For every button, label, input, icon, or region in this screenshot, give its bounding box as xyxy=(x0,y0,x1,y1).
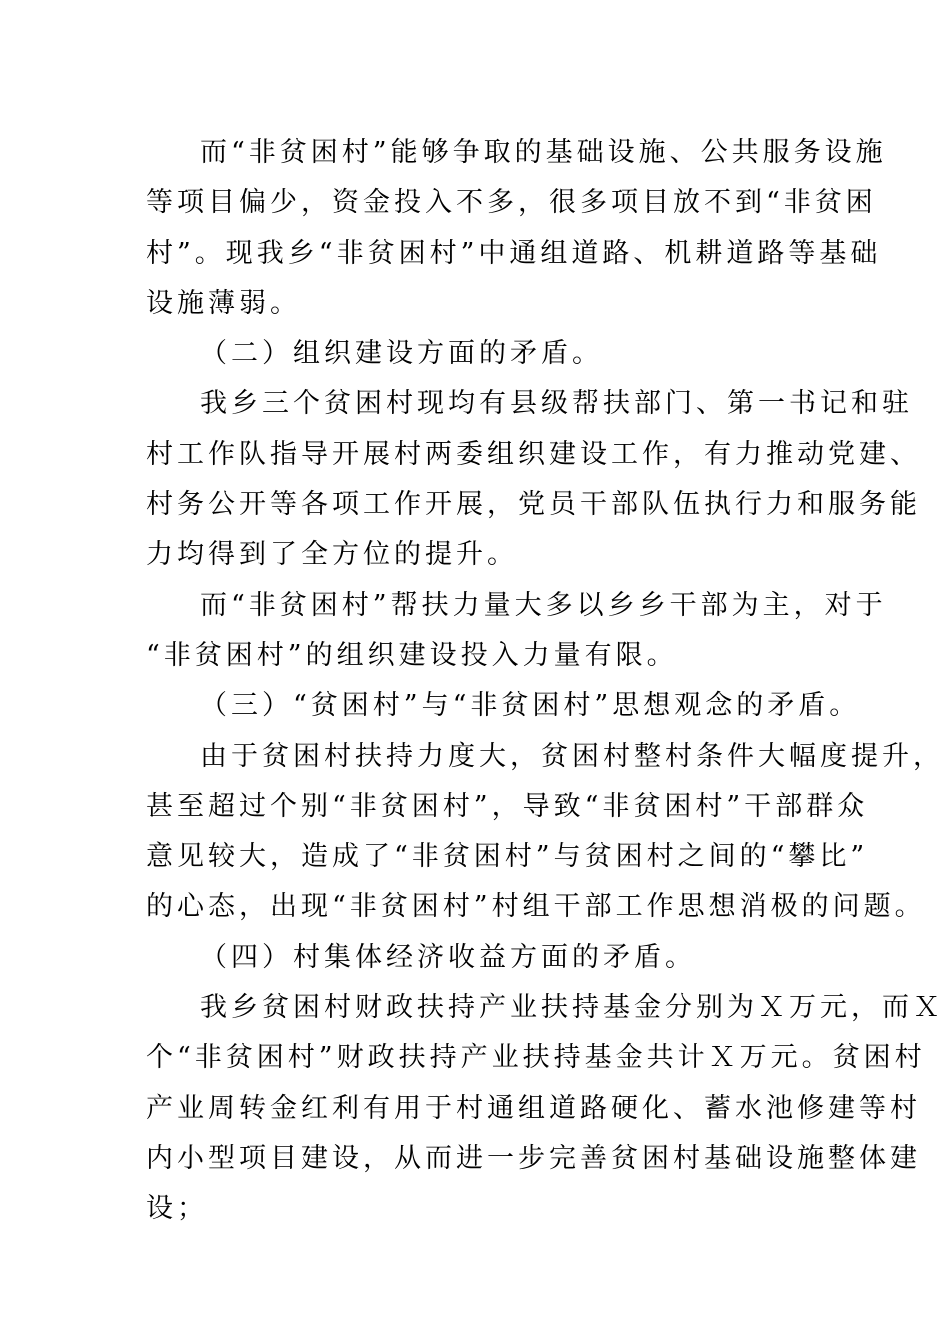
text-line: 的心态，出现“非贫困村”村组干部工作思想消极的问题。 xyxy=(146,891,926,923)
text-line: 个“非贫困村”财政扶持产业扶持基金共计Ｘ万元。贫困村 xyxy=(146,1042,926,1074)
text-line: 我乡三个贫困村现均有县级帮扶部门、第一书记和驻 xyxy=(200,388,913,420)
text-line: 而“非贫困村”帮扶力量大多以乡乡干部为主，对于 xyxy=(200,589,887,621)
section-heading: （四）村集体经济收益方面的矛盾。 xyxy=(200,941,696,973)
text-line: 意见较大，造成了“非贫困村”与贫困村之间的“攀比” xyxy=(146,841,869,873)
document-body xyxy=(146,128,944,1235)
text-line: 村工作队指导开展村两委组织建设工作，有力推动党建、 xyxy=(146,438,921,470)
text-line: 由于贫困村扶持力度大，贫困村整村条件大幅度提升， xyxy=(200,740,944,772)
text-line: 等项目偏少，资金投入不多，很多项目放不到“非贫困 xyxy=(146,187,877,219)
text-line: 设； xyxy=(146,1193,208,1225)
text-line: 我乡贫困村财政扶持产业扶持基金分别为Ｘ万元，而Ｘ xyxy=(200,992,944,1024)
text-line: 甚至超过个别“非贫困村”，导致“非贫困村”干部群众 xyxy=(146,790,869,822)
text-line: 内小型项目建设，从而进一步完善贫困村基础设施整体建 xyxy=(146,1142,921,1174)
section-heading: （三）“贫困村”与“非贫困村”思想观念的矛盾。 xyxy=(200,690,861,722)
text-line: 力均得到了全方位的提升。 xyxy=(146,539,518,571)
text-line: 而“非贫困村”能够争取的基础设施、公共服务设施 xyxy=(200,137,887,168)
section-heading: （二）组织建设方面的矛盾。 xyxy=(200,338,603,370)
text-line: “非贫困村”的组织建设投入力量有限。 xyxy=(146,639,678,671)
text-line: 设施薄弱。 xyxy=(146,287,301,319)
text-line: 村务公开等各项工作开展，党员干部队伍执行力和服务能 xyxy=(146,489,921,521)
text-line: 村”。现我乡“非贫困村”中通组道路、机耕道路等基础 xyxy=(146,237,882,269)
text-line: 产业周转金红利有用于村通组道路硬化、蓄水池修建等村 xyxy=(146,1092,921,1124)
